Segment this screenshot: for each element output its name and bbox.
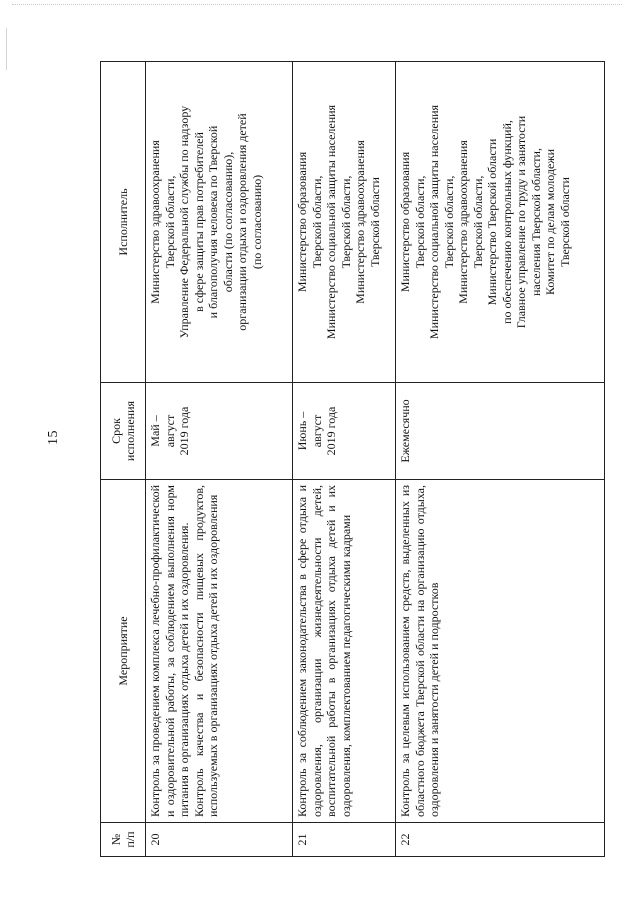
page-number: 15 <box>46 430 61 445</box>
term-line: 2019 года <box>324 406 338 456</box>
scan-edge-noise <box>12 4 622 6</box>
executor-line: Комитет по делам молодежи <box>543 149 557 295</box>
table-row <box>293 62 396 857</box>
row-executor <box>146 62 293 383</box>
row-executor <box>293 62 396 383</box>
measures-table <box>100 61 605 857</box>
row-executor <box>396 62 605 383</box>
row-num: 22 <box>396 823 605 857</box>
executor-line: Министерство образования <box>295 151 309 293</box>
term-line: Ежемесячно <box>398 399 412 463</box>
header-term: Срок исполнения <box>101 383 146 480</box>
executor-line: Тверской области <box>557 177 572 267</box>
executor-line: Министерство образования <box>398 151 412 293</box>
executor-line: Министерство социальной защиты населения <box>324 104 338 340</box>
event-paragraph: Контроль за соблюдением законодательства в сфере отдыха и оздоровления, организации жизнедеятельности детей, воспитательной работы в организациях отдыха детей и их оздоровления, комплектованием педагогическими кадрами <box>295 485 353 817</box>
row-event <box>293 480 396 823</box>
executor-line: Тверской области, <box>412 175 427 269</box>
executor-line: Тверской области, <box>470 175 485 269</box>
event-paragraph: Контроль за проведением комплекса лечебно-профилактической и оздоровительной работы, за соблюдением выполнения норм питания в организациях отдыха детей и их оздоровления. <box>148 485 191 817</box>
executor-line: Тверской области, <box>441 175 456 269</box>
scan-edge-mark <box>6 28 7 70</box>
executor-line: в сфере защиты прав потребителей <box>191 132 206 312</box>
event-paragraph: Контроль за целевым использованием средств, выделенных из областного бюджета Тверской области на организацию отдыха, оздоровления и занятости детей и подростков <box>398 485 441 817</box>
executor-line: населения Тверской области, <box>528 148 543 296</box>
executor-line: Управление Федеральной службы по надзору <box>177 105 191 339</box>
executor-line: Тверской области, <box>162 175 177 269</box>
table-header-row <box>101 62 146 857</box>
rotated-table-wrapper <box>100 62 601 857</box>
executor-line: Министерство здравоохранения <box>353 140 367 304</box>
term-line: Июнь – <box>295 411 309 451</box>
row-term <box>146 383 293 480</box>
executor-line: Тверской области, <box>338 175 353 269</box>
term-line: август <box>162 414 177 448</box>
row-event <box>146 480 293 823</box>
term-line: Май – <box>148 415 162 447</box>
executor-line: Министерство Тверской области <box>485 138 499 306</box>
executor-line: организации отдыха и оздоровления детей <box>235 113 249 331</box>
row-num: 21 <box>293 823 396 857</box>
executor-line: по обеспечению контрольных функций, <box>499 120 514 324</box>
header-event: Мероприятие <box>101 480 146 823</box>
executor-line: и благополучия человека по Тверской <box>206 125 220 319</box>
event-paragraph: Контроль качества и безопасности пищевых продуктов, используемых в организациях отдыха детей и их оздоровления <box>191 485 220 817</box>
row-event <box>396 480 605 823</box>
executor-line: (по согласованию) <box>249 174 264 270</box>
table-row <box>396 62 605 857</box>
row-num: 20 <box>146 823 293 857</box>
row-term <box>293 383 396 480</box>
executor-line: Главное управление по труду и занятости <box>514 115 528 329</box>
executor-line: Министерство здравоохранения <box>148 140 162 304</box>
term-line: август <box>309 414 324 448</box>
header-executor: Исполнитель <box>101 62 146 383</box>
executor-line: Министерство здравоохранения <box>456 140 470 304</box>
executor-line: области (по согласованию), <box>220 151 235 293</box>
row-term <box>396 383 605 480</box>
executor-line: Тверской области, <box>309 175 324 269</box>
table-row <box>146 62 293 857</box>
executor-line: Министерство социальной защиты населения <box>427 104 441 340</box>
header-num: № п/п <box>101 823 146 857</box>
executor-line: Тверской области <box>367 177 382 267</box>
term-line: 2019 года <box>177 406 191 456</box>
